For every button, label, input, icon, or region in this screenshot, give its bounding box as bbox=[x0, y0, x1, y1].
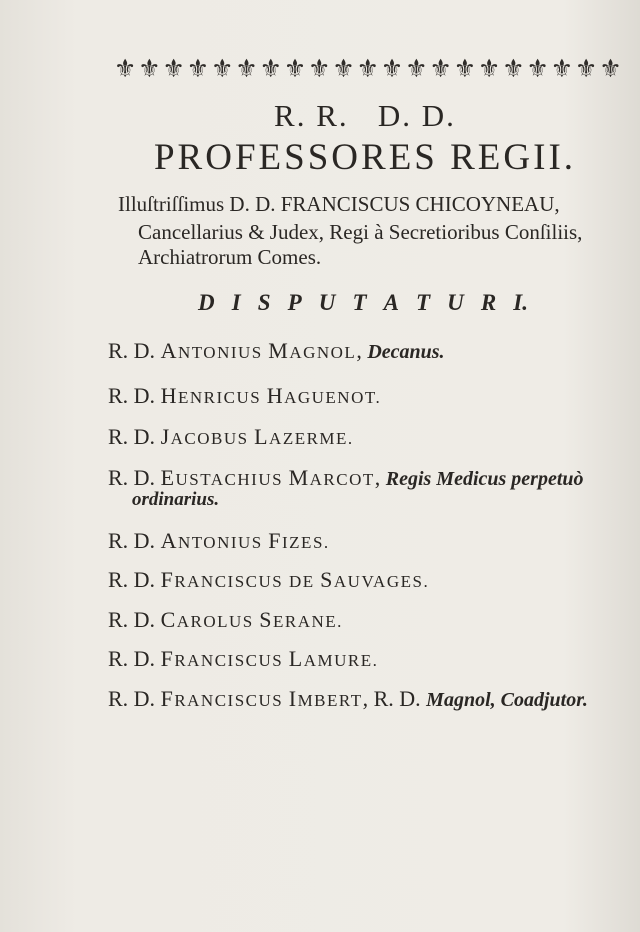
heading-letter: T bbox=[416, 290, 431, 315]
chancellor-line-3: Archiatrorum Comes. bbox=[138, 245, 322, 269]
heading-letter: R bbox=[480, 290, 497, 315]
list-item: R. D. ANTONIUS MAGNOL, Decanus. bbox=[108, 338, 445, 363]
list-item: R. D. FRANCISCUS IMBERT, R. D. Magnol, Coadjutor. bbox=[108, 686, 588, 711]
fleur-de-lis-icon: ⚜ bbox=[599, 53, 622, 83]
disputaturi-heading bbox=[198, 290, 528, 316]
item-role-continuation: ordinarius. bbox=[132, 489, 220, 510]
fleur-de-lis-icon: ⚜ bbox=[211, 53, 234, 83]
fleur-de-lis-icon: ⚜ bbox=[186, 53, 210, 83]
fleur-de-lis-icon: ⚜ bbox=[332, 53, 355, 83]
heading-letter: P bbox=[287, 290, 302, 315]
fleur-de-lis-icon: ⚜ bbox=[162, 53, 185, 83]
fleur-de-lis-icon: ⚜ bbox=[550, 53, 574, 83]
fleur-de-lis-icon: ⚜ bbox=[453, 53, 477, 83]
fleur-de-lis-icon: ⚜ bbox=[259, 53, 283, 83]
heading-letter: I. bbox=[513, 290, 528, 315]
fleur-de-lis-icon: ⚜ bbox=[283, 53, 307, 83]
honorific-heading: R. R. D. D. bbox=[274, 98, 456, 133]
fleur-de-lis-icon: ⚜ bbox=[114, 53, 137, 83]
list-item: R. D. HENRICUS HAGUENOT. bbox=[108, 383, 382, 408]
fleur-de-lis-icon: ⚜ bbox=[526, 53, 549, 83]
list-item: R. D. ANTONIUS FIZES. bbox=[108, 528, 330, 553]
heading-letter: A bbox=[383, 290, 399, 315]
chancellor-line-1: Illuſtriſſimus D. D. FRANCISCUS CHICOYNEAU, bbox=[118, 192, 560, 216]
list-item: R. D. JACOBUS LAZERME. bbox=[108, 424, 354, 449]
fleur-de-lis-icon: ⚜ bbox=[477, 53, 501, 83]
chancellor-line-2: Cancellarius & Judex, Regi à Secretioribus Conſiliis, bbox=[138, 220, 583, 244]
list-item: R. D. FRANCISCUS DE SAUVAGES. bbox=[108, 567, 430, 592]
fleur-de-lis-icon: ⚜ bbox=[429, 53, 452, 83]
heading-letter: T bbox=[352, 290, 367, 315]
item-role: Regis Medicus perpetuò bbox=[385, 468, 584, 490]
heading-letter: U bbox=[447, 290, 464, 315]
fleur-de-lis-icon: ⚜ bbox=[235, 53, 258, 83]
fleur-de-lis-icon: ⚜ bbox=[502, 53, 525, 83]
heading-letter: D bbox=[198, 290, 215, 315]
heading-letter: U bbox=[318, 290, 336, 315]
fleur-de-lis-icon: ⚜ bbox=[308, 53, 331, 83]
fleur-de-lis-icon: ⚜ bbox=[575, 53, 598, 83]
fleur-de-lis-icon: ⚜ bbox=[380, 53, 404, 83]
fleur-de-lis-icon: ⚜ bbox=[356, 53, 380, 83]
item-role: Decanus. bbox=[367, 341, 445, 363]
fleur-de-lis-ornament-band bbox=[114, 50, 622, 86]
list-item: R. D. FRANCISCUS LAMURE. bbox=[108, 646, 379, 671]
heading-letter: S bbox=[257, 290, 271, 315]
list-item: R. D. CAROLUS SERANE. bbox=[108, 607, 343, 632]
item-role: Magnol, Coadjutor. bbox=[426, 689, 588, 711]
fleur-de-lis-icon: ⚜ bbox=[405, 53, 428, 83]
page-title: PROFESSORES REGII. bbox=[153, 137, 577, 178]
heading-letter: I bbox=[231, 290, 241, 315]
fleur-de-lis-icon: ⚜ bbox=[138, 53, 161, 83]
list-item: R. D. EUSTACHIUS MARCOT, Regis Medicus perpetuò bbox=[108, 465, 584, 490]
